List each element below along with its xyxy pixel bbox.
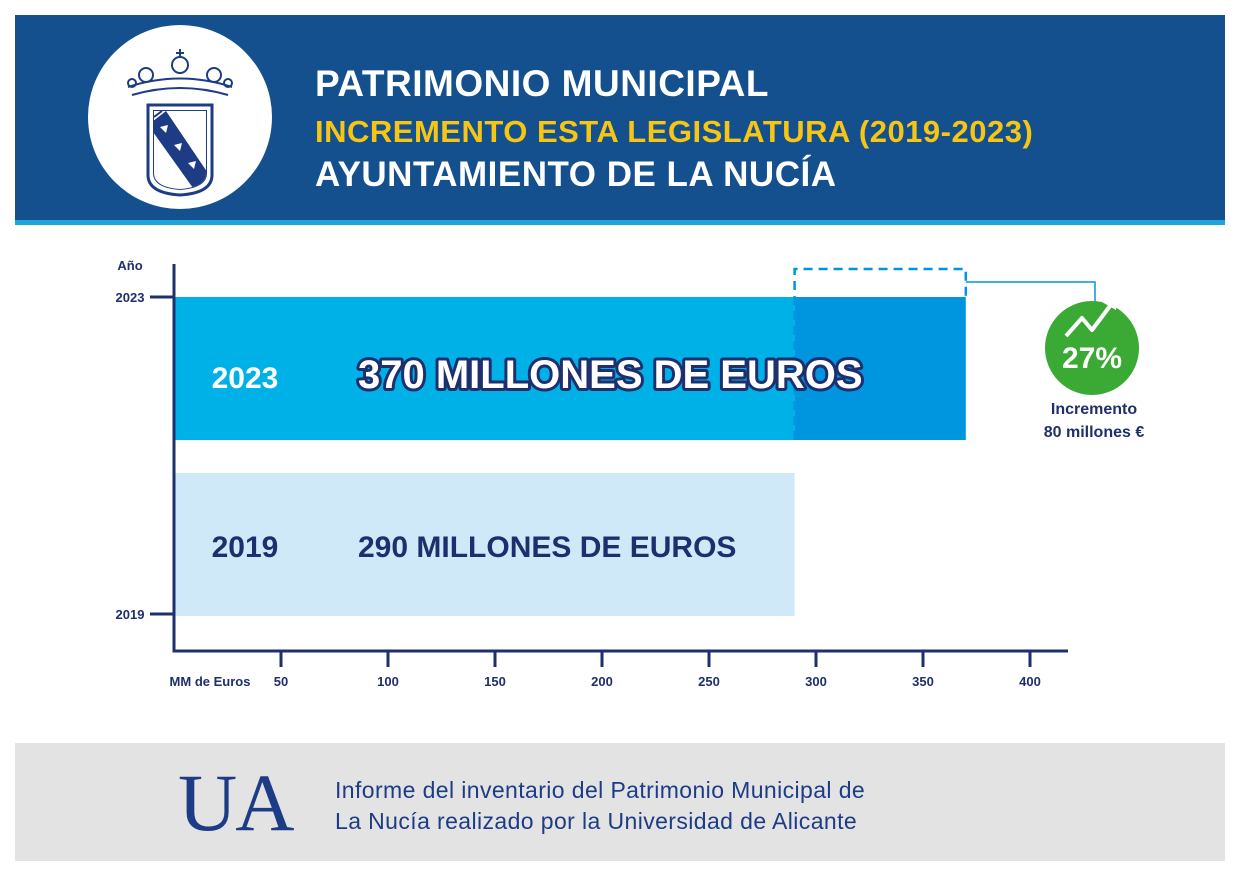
subtitle: INCREMENTO ESTA LEGISLATURA (2019-2023)	[315, 114, 1034, 149]
bar-value-label-2019: 290 MILLONES DE EUROS	[358, 531, 737, 564]
x-tick-label: 150	[484, 674, 506, 689]
ua-logo: UA	[178, 757, 293, 848]
x-tick-label: 350	[912, 674, 934, 689]
bar-value-label-2023: 370 MILLONES DE EUROS	[358, 353, 863, 397]
y-tick-label: 2023	[115, 290, 145, 305]
x-tick-label: 400	[1019, 674, 1041, 689]
bar-year-label-2023: 2023	[211, 362, 279, 395]
main-title: PATRIMONIO MUNICIPAL	[315, 63, 769, 104]
y-tick-label: 2019	[115, 607, 145, 622]
bar-chart	[0, 240, 1240, 710]
increment-amount: 80 millones €	[1043, 424, 1145, 441]
organization-title: AYUNTAMIENTO DE LA NUCÍA	[315, 155, 837, 194]
footer-caption	[335, 775, 865, 837]
increment-connector	[966, 282, 1095, 302]
bar-year-label-2019: 2019	[211, 531, 279, 564]
increment-percent: 27%	[1061, 342, 1123, 375]
x-tick-label: 200	[591, 674, 613, 689]
footer-banner	[15, 743, 1225, 861]
x-axis-label: MM de Euros	[169, 674, 251, 689]
x-tick-label: 300	[805, 674, 827, 689]
y-axis-label: Año	[117, 258, 143, 273]
coat-of-arms-icon	[88, 25, 272, 209]
x-tick-label: 50	[273, 674, 289, 689]
header-banner	[15, 15, 1225, 220]
header-accent-stripe	[15, 220, 1225, 225]
x-tick-label: 100	[377, 674, 399, 689]
coat-of-arms-logo	[88, 25, 272, 209]
x-tick-label: 250	[698, 674, 720, 689]
footer-line-2: La Nucía realizado por la Universidad de Alicante	[335, 808, 858, 834]
footer-line-1: Informe del inventario del Patrimonio Municipal de	[335, 777, 866, 803]
increment-label: Incremento	[1050, 401, 1138, 418]
